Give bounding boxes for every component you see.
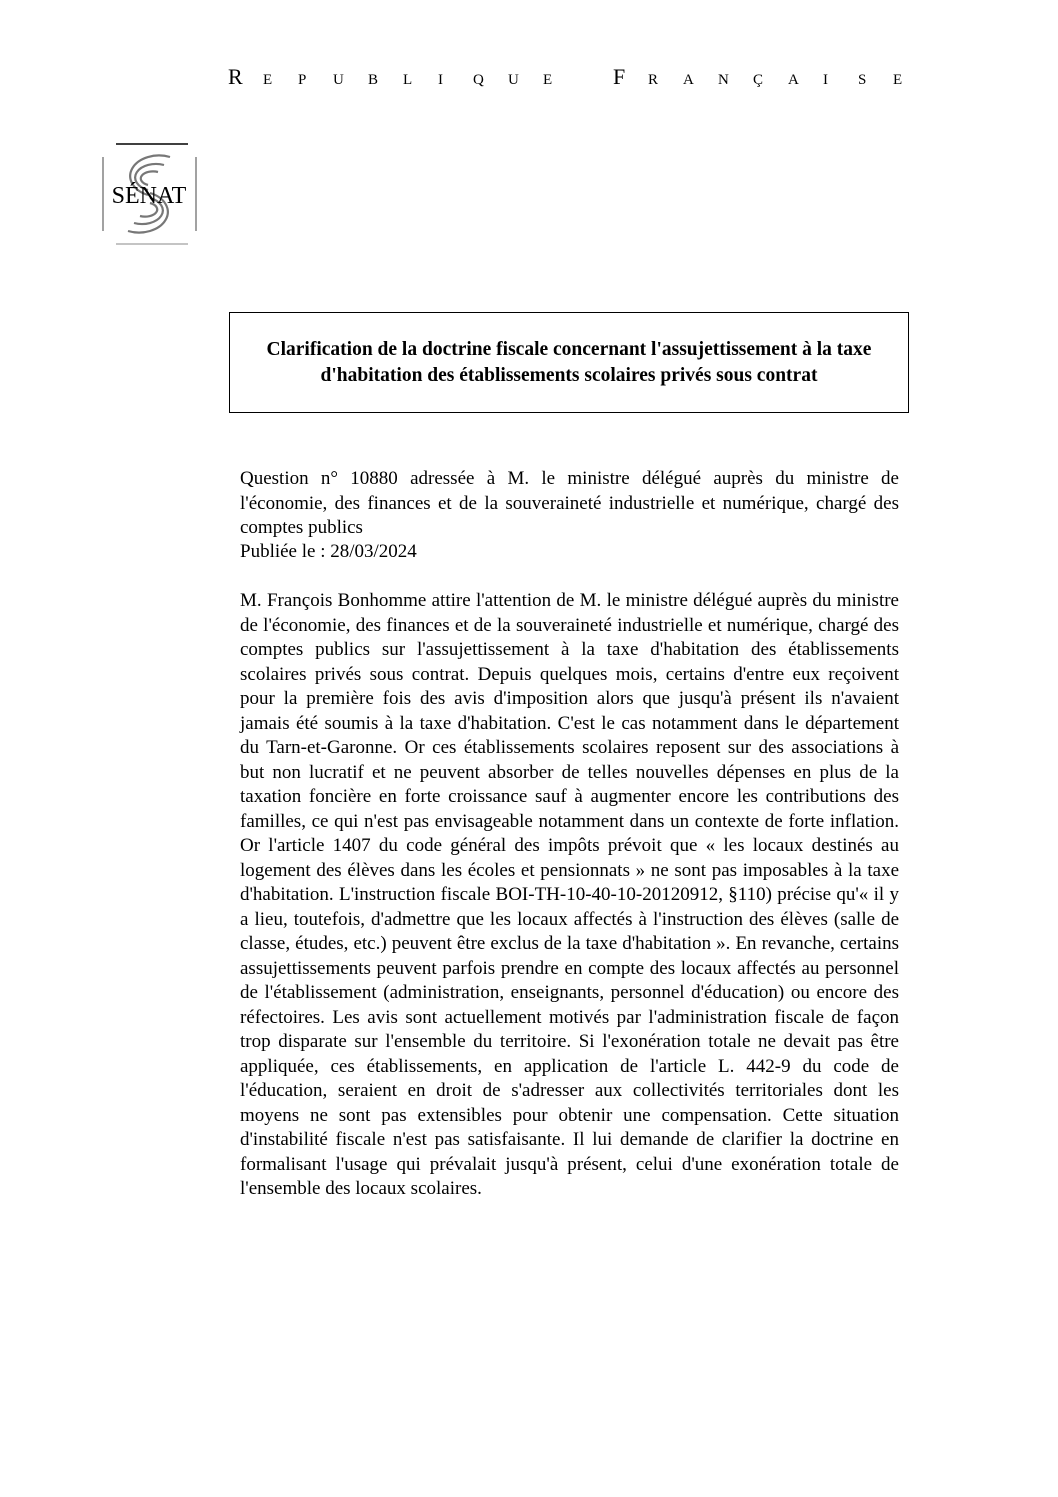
title-box	[229, 312, 909, 413]
senat-logo	[102, 143, 197, 245]
publication-date: Publiée le : 28/03/2024	[240, 541, 417, 562]
senat-logo-text: SÉNAT	[111, 183, 187, 209]
question-reference: Question n° 10880 adressée à M. le ministre délégué auprès du ministre de l'économie, des finances et de la souveraineté industrielle et numérique, chargé des comptes publics	[240, 468, 899, 538]
question-body: M. François Bonhomme attire l'attention de M. le ministre délégué auprès du ministre de l'économie, des finances et de la souveraineté industrielle et numérique, chargé des comptes publics sur l'assujettissement à la taxe d'habitation des établissements scolaires privés sous contrat. Depuis quelques mois, certains d'entre eux reçoivent pour la première fois des avis d'imposition alors que jusqu'à présent ils n'avaient jamais été soumis à la taxe d'habitation. C'est le cas notamment dans le département du Tarn-et-Garonne. Or ces établissements scolaires reposent sur des associations à but non lucratif et ne peuvent absorber de telles nouvelles dépenses en plus de la taxation foncière en forte croissance sauf à augmenter encore les contributions des familles, ce qui n'est pas envisageable notamment dans un contexte de forte inflation. Or l'article 1407 du code général des impôts prévoit que « les locaux destinés au logement des élèves dans les écoles et pensionnats » ne sont pas imposables à la taxe d'habitation. L'instruction fiscale BOI-TH-10-40-10-20120912, §110) précise qu'« il y a lieu, toutefois, d'admettre que les locaux affectés à l'instruction des élèves (salle de classe, études, etc.) peuvent être exclus de la taxe d'habitation ». En revanche, certains assujettissements peuvent parfois prendre en compte des locaux affectés au personnel de l'établissement (administration, enseignants, personnel d'éducation) ou encore des réfectoires. Les avis sont actuellement motivés par l'administration fiscale de façon trop disparate sur l'ensemble du territoire. Si l'exonération totale ne devait pas être appliquée, ces établissements, en application de l'article L. 442-9 du code de l'éducation, seraient en droit de s'adresser aux collectivités territoriales dont les moyens ne sont pas extensibles pour obtenir une compensation. Cette situation d'instabilité fiscale n'est pas satisfaisante. Il lui demande de clarifier la doctrine en formalisant l'usage qui prévalait jusqu'à présent, celui d'une exonération totale de l'ensemble des locaux scolaires.	[240, 590, 899, 1199]
document-title: Clarification de la doctrine fiscale concernant l'assujettissement à la taxe d'habitation des établissements scolaires privés sous contrat	[266, 338, 872, 386]
republic-header: R E P U B L I Q U E F R A N Ç A I S E	[228, 64, 903, 89]
